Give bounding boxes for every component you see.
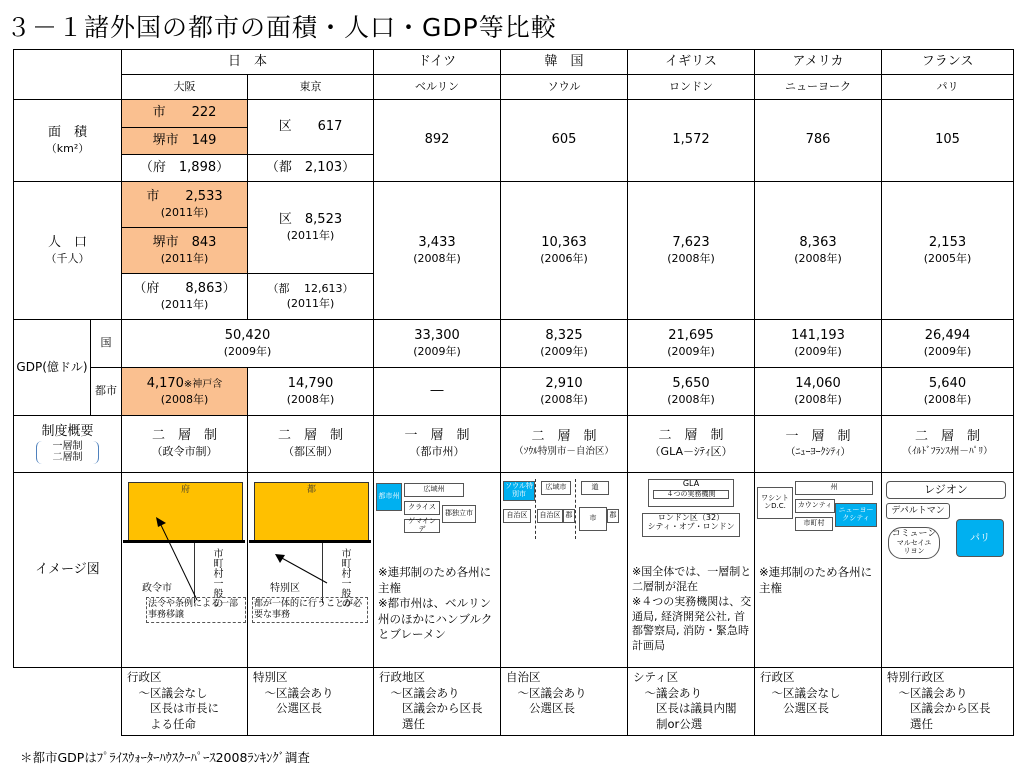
gdp-uk: 21,695 (2009年): [628, 320, 755, 368]
image-berlin: [374, 473, 501, 668]
gdp-berlin: ―: [374, 368, 501, 416]
gdp-seoul: 2,910 (2008年): [501, 368, 628, 416]
admin-label-blank: [14, 668, 122, 736]
page-title: ３－１諸外国の都市の面積・人口・GDP等比較: [6, 13, 557, 42]
pop-berlin: 3,433 (2008年): [374, 182, 501, 320]
system-tokyo: 二 層 制 （都区制）: [248, 416, 374, 473]
county-box: カウンティ: [795, 499, 835, 513]
system-tag-two: 二層制: [52, 452, 83, 464]
auto-ward-box-2: 自治区: [537, 509, 563, 523]
ward-label: 特別区: [270, 583, 300, 594]
image-label: イメージ図: [14, 473, 122, 668]
gdp-japan: 50,420 (2009年): [122, 320, 374, 368]
wide-city-box: 広域市: [541, 481, 571, 495]
pop-newyork: 8,363 (2008年): [755, 182, 882, 320]
london-note: ※国全体では、一層制と二層制が混在 ※４つの実務機関は、交通局, 経済開発公社, 首都警察局, 消防・緊急時計画局: [632, 565, 752, 653]
header-usa: アメリカ: [755, 50, 882, 75]
comparison-table: [13, 49, 1014, 736]
pop-osaka-city: 市 2,533 (2011年): [122, 182, 248, 228]
do-box: 道: [581, 481, 609, 495]
pop-london: 7,623 (2008年): [628, 182, 755, 320]
gun-box-2: 郡: [607, 509, 619, 523]
city-state-box: 都市州: [376, 483, 402, 511]
admin-tokyo: 特別区 ～区議会あり 公選区長: [248, 668, 374, 736]
area-tokyo-metro: （都 2,103）: [248, 155, 374, 182]
gdp-paris: 5,640 (2008年): [882, 368, 1014, 416]
auto-ward-box: 自治区: [503, 509, 531, 523]
gun-box: 郡: [563, 509, 575, 523]
system-label: 制度概要 一層制 二層制: [14, 416, 122, 473]
image-newyork: [755, 473, 882, 668]
area-label: 面 積 （km²）: [14, 100, 122, 182]
header-paris: パリ: [882, 75, 1014, 100]
image-seoul: [501, 473, 628, 668]
gdp-tokyo: 14,790 (2008年): [248, 368, 374, 416]
gla-box: GLA ４つの実務機関: [648, 479, 734, 507]
footer-note: ＊都市GDPはﾌﾟﾗｲｽｳｫｰﾀｰﾊｳｽｸｰﾊﾟｰｽ2008ﾗﾝｷﾝｸﾞ調査: [20, 750, 310, 765]
image-london: [628, 473, 755, 668]
dept-box: デパルトマン: [886, 503, 950, 519]
berlin-note: ※連邦制のため各州に主権 ※都市州は、ベルリン州のほかにハンブルクとブレーメン: [378, 565, 493, 642]
system-newyork: 一 層 制 （ﾆｭｰﾖｰｸｼﾃｨ）: [755, 416, 882, 473]
town-label: 市町村一般の: [211, 548, 222, 608]
header-london: ロンドン: [628, 75, 755, 100]
dc-box: ワシントンD.C.: [757, 487, 793, 519]
header-tokyo: 東京: [248, 75, 374, 100]
gdp-country-label: 国: [91, 320, 122, 368]
pop-seoul: 10,363 (2006年): [501, 182, 628, 320]
pop-osaka-pref: （府 8,863） (2011年): [122, 274, 248, 320]
gdp-label: GDP(億ドル): [14, 320, 91, 416]
arrow-icon: [152, 515, 202, 605]
header-berlin: ベルリン: [374, 75, 501, 100]
area-tokyo-ward: 区 617: [248, 100, 374, 155]
admin-paris: 特別行政区 ～区議会あり 区議会から区長 選任: [882, 668, 1014, 736]
admin-osaka: 行政区 ～区議会なし 区長は市長に よる任命: [122, 668, 248, 736]
paris-box: パリ: [956, 519, 1004, 557]
gemeinde-box: ゲマインデ: [404, 519, 440, 533]
gdp-osaka: 4,170※神戸含 (2008年): [122, 368, 248, 416]
kreis-box: クライス: [404, 501, 440, 515]
gdp-newyork: 14,060 (2008年): [755, 368, 882, 416]
admin-seoul: 自治区 ～区議会あり 公選区長: [501, 668, 628, 736]
gdp-germany: 33,300 (2009年): [374, 320, 501, 368]
borough-box: ロンドン区（32） シティ・オブ・ロンドン: [642, 513, 740, 537]
system-osaka: 二 層 制 （政令市制）: [122, 416, 248, 473]
seoul-special-box: ソウル特別市: [503, 481, 535, 501]
free-city-box: 郡独立市: [442, 505, 476, 523]
image-paris: [882, 473, 1014, 668]
header-osaka: 大阪: [122, 75, 248, 100]
header-germany: ドイツ: [374, 50, 501, 75]
pop-tokyo-metro: （都 12,613） (2011年): [248, 274, 374, 320]
pop-tokyo-ward: 区 8,523 (2011年): [248, 182, 374, 274]
pop-sakai-city: 堺市 843 (2011年): [122, 228, 248, 274]
town-label: 市町村一般の: [339, 548, 350, 608]
wide-state-box: 広域州: [404, 483, 464, 497]
system-paris: 二 層 制 （ｲﾙﾄﾞﾌﾗﾝｽ州－ﾊﾟﾘ）: [882, 416, 1014, 473]
area-osaka-city: 市 222: [122, 100, 248, 128]
system-berlin: 一 層 制 （都市州）: [374, 416, 501, 473]
image-tokyo: [248, 473, 374, 668]
metro-duty-note: 都が一体的に行うことが必要な事務: [252, 597, 368, 623]
town-box: 市町村: [795, 517, 833, 531]
header-korea: 韓 国: [501, 50, 628, 75]
newyork-note: ※連邦制のため各州に主権: [759, 565, 873, 595]
admin-london: シティ区 ～議会あり 区長は議員内閣 制or公選: [628, 668, 755, 736]
system-seoul: 二 層 制 （ｿｳﾙ特別市－自治区）: [501, 416, 628, 473]
si-box: 市: [579, 507, 607, 531]
admin-newyork: 行政区 ～区議会なし 公選区長: [755, 668, 882, 736]
area-osaka-pref: （府 1,898）: [122, 155, 248, 182]
area-paris: 105: [882, 100, 1014, 182]
commune-box: コミューン マルセイユ リヨン: [888, 527, 940, 559]
corner-cell: [14, 50, 122, 100]
gdp-city-label: 都市: [91, 368, 122, 416]
state-box: 州: [795, 481, 873, 495]
pop-paris: 2,153 (2005年): [882, 182, 1014, 320]
area-berlin: 892: [374, 100, 501, 182]
gdp-france: 26,494 (2009年): [882, 320, 1014, 368]
header-uk: イギリス: [628, 50, 755, 75]
admin-berlin: 行政地区 ～区議会あり 区議会から区長 選任: [374, 668, 501, 736]
image-osaka: [122, 473, 248, 668]
nyc-box: ニューヨークシティ: [835, 503, 877, 527]
header-newyork: ニューヨーク: [755, 75, 882, 100]
population-label: 人 口 （千人）: [14, 182, 122, 320]
header-france: フランス: [882, 50, 1014, 75]
header-seoul: ソウル: [501, 75, 628, 100]
pref-box: 府: [128, 482, 243, 541]
system-tag-one: 一層制: [52, 440, 83, 452]
gdp-usa: 141,193 (2009年): [755, 320, 882, 368]
arrow-icon: [272, 553, 332, 593]
area-sakai-city: 堺市 149: [122, 128, 248, 155]
area-newyork: 786: [755, 100, 882, 182]
transfer-note: 法令や条例による一部事務移譲: [146, 597, 246, 623]
gdp-london: 5,650 (2008年): [628, 368, 755, 416]
area-london: 1,572: [628, 100, 755, 182]
header-japan: 日 本: [122, 50, 374, 75]
area-seoul: 605: [501, 100, 628, 182]
metro-box: 都: [254, 482, 369, 541]
region-box: レジオン: [886, 481, 1006, 499]
gdp-korea: 8,325 (2009年): [501, 320, 628, 368]
system-london: 二 層 制 （GLA－ｼﾃｨ区）: [628, 416, 755, 473]
city-label: 政令市: [142, 583, 172, 594]
